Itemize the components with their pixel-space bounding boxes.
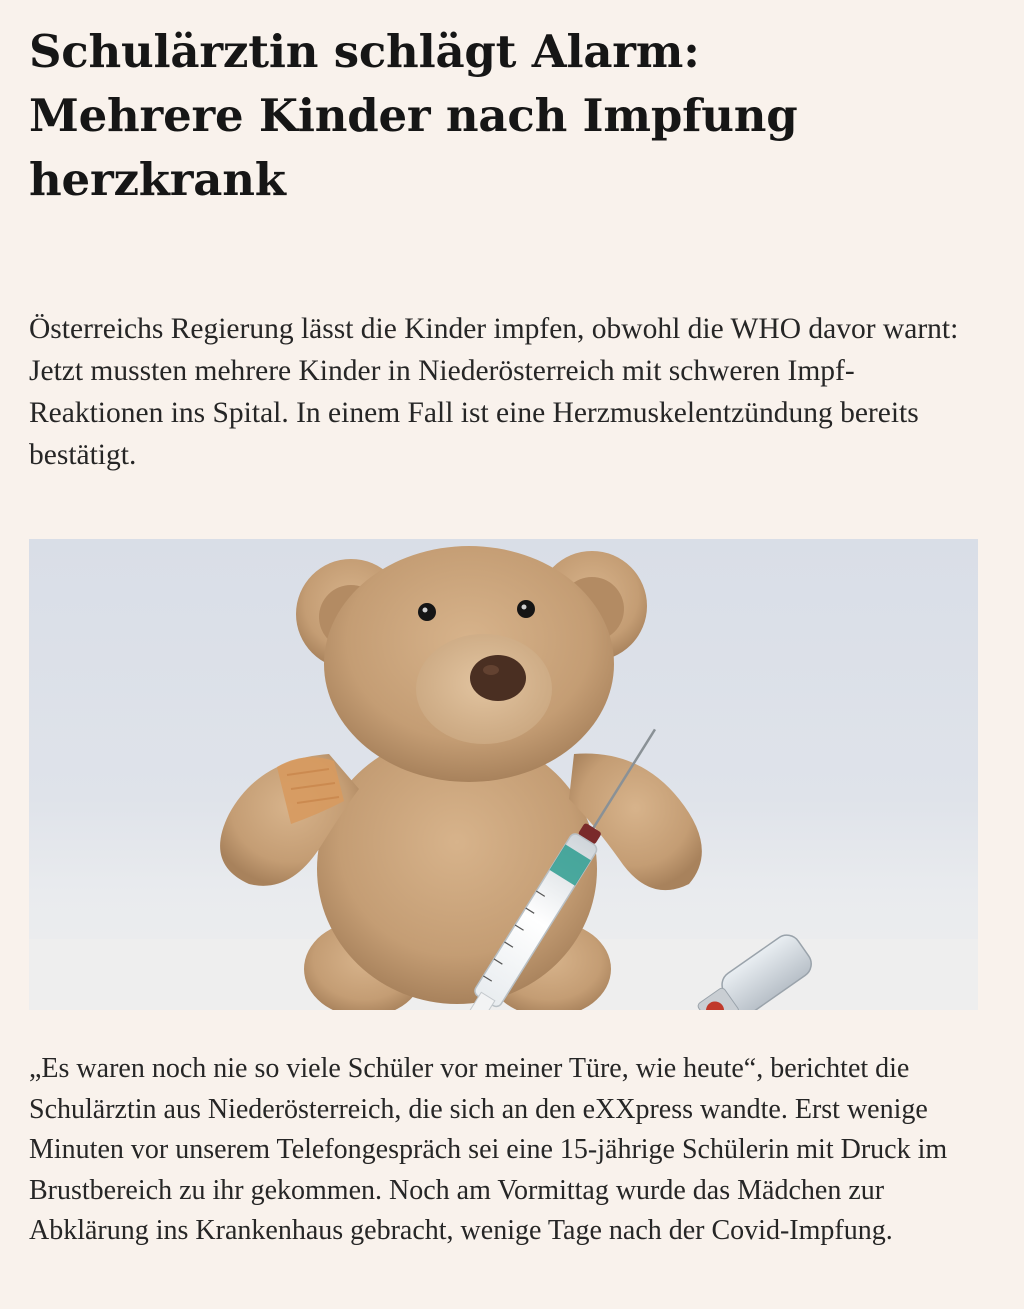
article-body-paragraph: „Es waren noch nie so viele Schüler vor meiner Türe, wie heute“, berichtet die Schulärztin aus Niederösterreich, die sich an den eXXpress wandte. Erst wenige Minuten vor unserem Telefongespräch sei eine 15-jährige Schülerin mit Druck im Brustbereich zu ihr gekommen. Noch am Vormittag wurde das Mädchen zur Abklärung ins Krankenhaus gebracht, wenige Tage nach der Covid-Impfung. [29, 1053, 948, 1246]
hero-image [29, 539, 978, 1010]
teddy-bear-illustration [29, 539, 978, 1010]
article-lead: Österreichs Regierung lässt die Kinder impfen, obwohl die WHO davor warnt: Jetzt mussten mehrere Kinder in Niederösterreich mit schweren Impf-Reaktionen ins Spital. In einem Fall ist eine Herzmuskelentzündung bereits bestätigt. [29, 313, 959, 471]
article [29, 0, 989, 1246]
article-headline: Schulärztin schlägt Alarm: Mehrere Kinder nach Impfung herzkrank [29, 25, 798, 206]
